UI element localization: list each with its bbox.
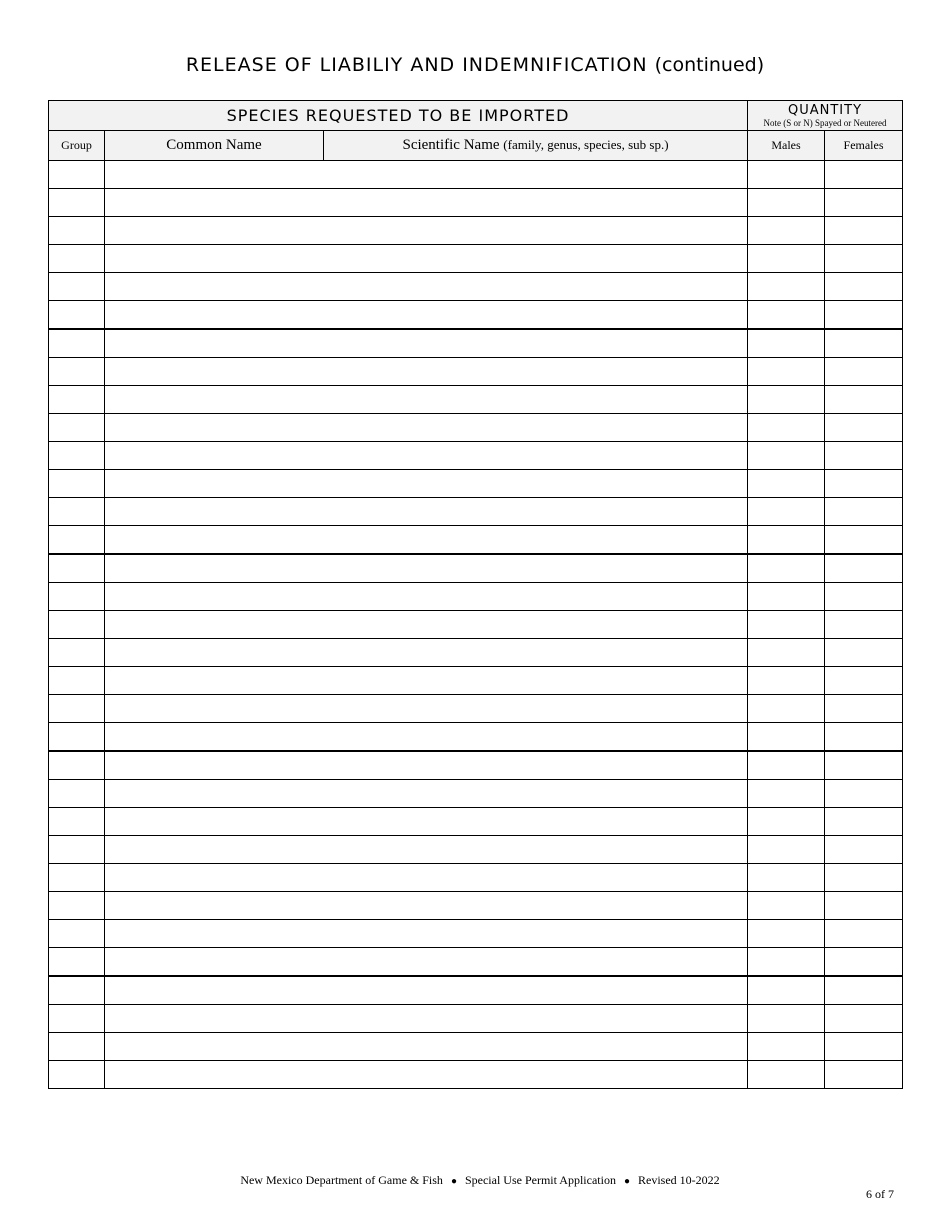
name-cell[interactable] xyxy=(105,470,748,498)
males-cell[interactable] xyxy=(748,470,825,498)
name-cell[interactable] xyxy=(105,920,748,948)
males-cell[interactable] xyxy=(748,1005,825,1033)
group-cell[interactable] xyxy=(49,751,105,780)
males-cell[interactable] xyxy=(748,751,825,780)
group-cell[interactable] xyxy=(49,892,105,920)
name-cell[interactable] xyxy=(105,667,748,695)
females-cell[interactable] xyxy=(825,526,903,555)
males-cell[interactable] xyxy=(748,695,825,723)
females-cell[interactable] xyxy=(825,836,903,864)
name-cell[interactable] xyxy=(105,639,748,667)
females-cell[interactable] xyxy=(825,808,903,836)
males-cell[interactable] xyxy=(748,386,825,414)
column-header-scientific-name xyxy=(324,131,748,161)
females-cell[interactable] xyxy=(825,217,903,245)
group-cell[interactable] xyxy=(49,723,105,752)
males-cell[interactable] xyxy=(748,301,825,330)
group-cell[interactable] xyxy=(49,245,105,273)
name-cell[interactable] xyxy=(105,358,748,386)
table-row xyxy=(49,808,903,836)
group-cell[interactable] xyxy=(49,386,105,414)
females-cell[interactable] xyxy=(825,273,903,301)
females-cell[interactable] xyxy=(825,583,903,611)
name-cell[interactable] xyxy=(105,892,748,920)
group-cell[interactable] xyxy=(49,470,105,498)
females-cell[interactable] xyxy=(825,1005,903,1033)
group-cell[interactable] xyxy=(49,639,105,667)
table-row xyxy=(49,639,903,667)
table-row xyxy=(49,526,903,555)
page-number: 6 of 7 xyxy=(866,1187,894,1201)
column-header-common-name: Common Name xyxy=(105,131,324,161)
males-cell[interactable] xyxy=(748,836,825,864)
table-row xyxy=(49,189,903,217)
females-cell[interactable] xyxy=(825,386,903,414)
table-row xyxy=(49,498,903,526)
females-cell[interactable] xyxy=(825,639,903,667)
males-cell[interactable] xyxy=(748,189,825,217)
females-cell[interactable] xyxy=(825,1033,903,1061)
table-row xyxy=(49,442,903,470)
table-row xyxy=(49,583,903,611)
quantity-note: Note (S or N) Spayed or Neutered xyxy=(763,118,887,128)
males-cell[interactable] xyxy=(748,414,825,442)
name-cell[interactable] xyxy=(105,217,748,245)
females-cell[interactable] xyxy=(825,442,903,470)
name-cell[interactable] xyxy=(105,386,748,414)
males-cell[interactable] xyxy=(748,554,825,583)
scientific-name-detail: (family, genus, species, sub sp.) xyxy=(503,137,669,152)
footer xyxy=(0,1173,950,1188)
males-cell[interactable] xyxy=(748,1061,825,1089)
name-cell[interactable] xyxy=(105,554,748,583)
name-cell[interactable] xyxy=(105,526,748,555)
table-row xyxy=(49,892,903,920)
group-cell[interactable] xyxy=(49,1005,105,1033)
footer-bullet: ● xyxy=(450,1176,457,1187)
column-header-males: Males xyxy=(748,131,825,161)
males-cell[interactable] xyxy=(748,948,825,977)
group-cell[interactable] xyxy=(49,329,105,358)
females-cell[interactable] xyxy=(825,245,903,273)
name-cell[interactable] xyxy=(105,864,748,892)
name-cell[interactable] xyxy=(105,161,748,189)
table-row xyxy=(49,301,903,330)
group-cell[interactable] xyxy=(49,611,105,639)
group-cell[interactable] xyxy=(49,808,105,836)
males-cell[interactable] xyxy=(748,976,825,1005)
footer-form: Special Use Permit Application xyxy=(464,1173,616,1187)
females-cell[interactable] xyxy=(825,470,903,498)
females-cell[interactable] xyxy=(825,611,903,639)
table-row xyxy=(49,611,903,639)
section-header: SPECIES REQUESTED TO BE IMPORTED xyxy=(49,101,748,131)
name-cell[interactable] xyxy=(105,189,748,217)
group-cell[interactable] xyxy=(49,976,105,1005)
males-cell[interactable] xyxy=(748,358,825,386)
table-row xyxy=(49,723,903,752)
table-row xyxy=(49,976,903,1005)
species-table xyxy=(48,100,903,1089)
table-row xyxy=(49,667,903,695)
quantity-title: QUANTITY xyxy=(788,103,863,118)
name-cell[interactable] xyxy=(105,301,748,330)
name-cell[interactable] xyxy=(105,751,748,780)
group-cell[interactable] xyxy=(49,1033,105,1061)
females-cell[interactable] xyxy=(825,723,903,752)
name-cell[interactable] xyxy=(105,1005,748,1033)
name-cell[interactable] xyxy=(105,498,748,526)
females-cell[interactable] xyxy=(825,920,903,948)
males-cell[interactable] xyxy=(748,498,825,526)
footer-revision: Revised 10-2022 xyxy=(638,1173,720,1187)
group-cell[interactable] xyxy=(49,442,105,470)
females-cell[interactable] xyxy=(825,667,903,695)
scientific-name-label: Scientific Name xyxy=(402,137,500,153)
group-cell[interactable] xyxy=(49,948,105,977)
males-cell[interactable] xyxy=(748,245,825,273)
group-cell[interactable] xyxy=(49,414,105,442)
females-cell[interactable] xyxy=(825,780,903,808)
column-header-females: Females xyxy=(825,131,903,161)
title-text: RELEASE OF LIABILIY AND INDEMNIFICATION xyxy=(185,54,648,76)
females-cell[interactable] xyxy=(825,695,903,723)
group-cell[interactable] xyxy=(49,358,105,386)
males-cell[interactable] xyxy=(748,583,825,611)
table-row xyxy=(49,161,903,189)
page-title xyxy=(0,54,950,76)
females-cell[interactable] xyxy=(825,864,903,892)
table-row xyxy=(49,414,903,442)
males-cell[interactable] xyxy=(748,808,825,836)
females-cell[interactable] xyxy=(825,1061,903,1089)
females-cell[interactable] xyxy=(825,554,903,583)
group-cell[interactable] xyxy=(49,526,105,555)
name-cell[interactable] xyxy=(105,695,748,723)
name-cell[interactable] xyxy=(105,1061,748,1089)
table-row xyxy=(49,695,903,723)
quantity-header xyxy=(748,101,903,131)
table-row xyxy=(49,1061,903,1089)
males-cell[interactable] xyxy=(748,920,825,948)
females-cell[interactable] xyxy=(825,948,903,977)
males-cell[interactable] xyxy=(748,442,825,470)
males-cell[interactable] xyxy=(748,892,825,920)
females-cell[interactable] xyxy=(825,358,903,386)
group-cell[interactable] xyxy=(49,695,105,723)
name-cell[interactable] xyxy=(105,780,748,808)
males-cell[interactable] xyxy=(748,161,825,189)
group-cell[interactable] xyxy=(49,1061,105,1089)
name-cell[interactable] xyxy=(105,808,748,836)
table-row xyxy=(49,245,903,273)
table-body xyxy=(49,161,903,1089)
footer-department: New Mexico Department of Game & Fish xyxy=(240,1173,443,1187)
footer-bullet: ● xyxy=(623,1176,631,1187)
group-cell[interactable] xyxy=(49,301,105,330)
group-cell[interactable] xyxy=(49,189,105,217)
males-cell[interactable] xyxy=(748,273,825,301)
group-cell[interactable] xyxy=(49,273,105,301)
table-row xyxy=(49,217,903,245)
group-cell[interactable] xyxy=(49,667,105,695)
table-row xyxy=(49,554,903,583)
group-cell[interactable] xyxy=(49,920,105,948)
table-row xyxy=(49,470,903,498)
name-cell[interactable] xyxy=(105,245,748,273)
table-section-header-row xyxy=(49,101,903,131)
males-cell[interactable] xyxy=(748,864,825,892)
group-cell[interactable] xyxy=(49,498,105,526)
name-cell[interactable] xyxy=(105,611,748,639)
table-row xyxy=(49,920,903,948)
males-cell[interactable] xyxy=(748,667,825,695)
name-cell[interactable] xyxy=(105,1033,748,1061)
name-cell[interactable] xyxy=(105,329,748,358)
table-column-header-row xyxy=(49,131,903,161)
name-cell[interactable] xyxy=(105,442,748,470)
males-cell[interactable] xyxy=(748,217,825,245)
group-cell[interactable] xyxy=(49,864,105,892)
table-row xyxy=(49,273,903,301)
title-suffix: (continued) xyxy=(654,54,765,76)
males-cell[interactable] xyxy=(748,611,825,639)
group-cell[interactable] xyxy=(49,161,105,189)
name-cell[interactable] xyxy=(105,948,748,977)
table-row xyxy=(49,1033,903,1061)
table-row xyxy=(49,864,903,892)
table-row xyxy=(49,386,903,414)
males-cell[interactable] xyxy=(748,1033,825,1061)
group-cell[interactable] xyxy=(49,217,105,245)
name-cell[interactable] xyxy=(105,414,748,442)
females-cell[interactable] xyxy=(825,498,903,526)
females-cell[interactable] xyxy=(825,301,903,330)
table-row xyxy=(49,751,903,780)
males-cell[interactable] xyxy=(748,526,825,555)
table-row xyxy=(49,358,903,386)
group-cell[interactable] xyxy=(49,836,105,864)
column-header-group: Group xyxy=(49,131,105,161)
name-cell[interactable] xyxy=(105,273,748,301)
group-cell[interactable] xyxy=(49,780,105,808)
females-cell[interactable] xyxy=(825,329,903,358)
females-cell[interactable] xyxy=(825,161,903,189)
males-cell[interactable] xyxy=(748,329,825,358)
males-cell[interactable] xyxy=(748,780,825,808)
males-cell[interactable] xyxy=(748,639,825,667)
name-cell[interactable] xyxy=(105,583,748,611)
group-cell[interactable] xyxy=(49,583,105,611)
females-cell[interactable] xyxy=(825,976,903,1005)
table-row xyxy=(49,1005,903,1033)
table-row xyxy=(49,329,903,358)
table-row xyxy=(49,836,903,864)
group-cell[interactable] xyxy=(49,554,105,583)
females-cell[interactable] xyxy=(825,751,903,780)
males-cell[interactable] xyxy=(748,723,825,752)
females-cell[interactable] xyxy=(825,414,903,442)
name-cell[interactable] xyxy=(105,836,748,864)
table-row xyxy=(49,780,903,808)
females-cell[interactable] xyxy=(825,892,903,920)
females-cell[interactable] xyxy=(825,189,903,217)
name-cell[interactable] xyxy=(105,976,748,1005)
name-cell[interactable] xyxy=(105,723,748,752)
table-row xyxy=(49,948,903,977)
